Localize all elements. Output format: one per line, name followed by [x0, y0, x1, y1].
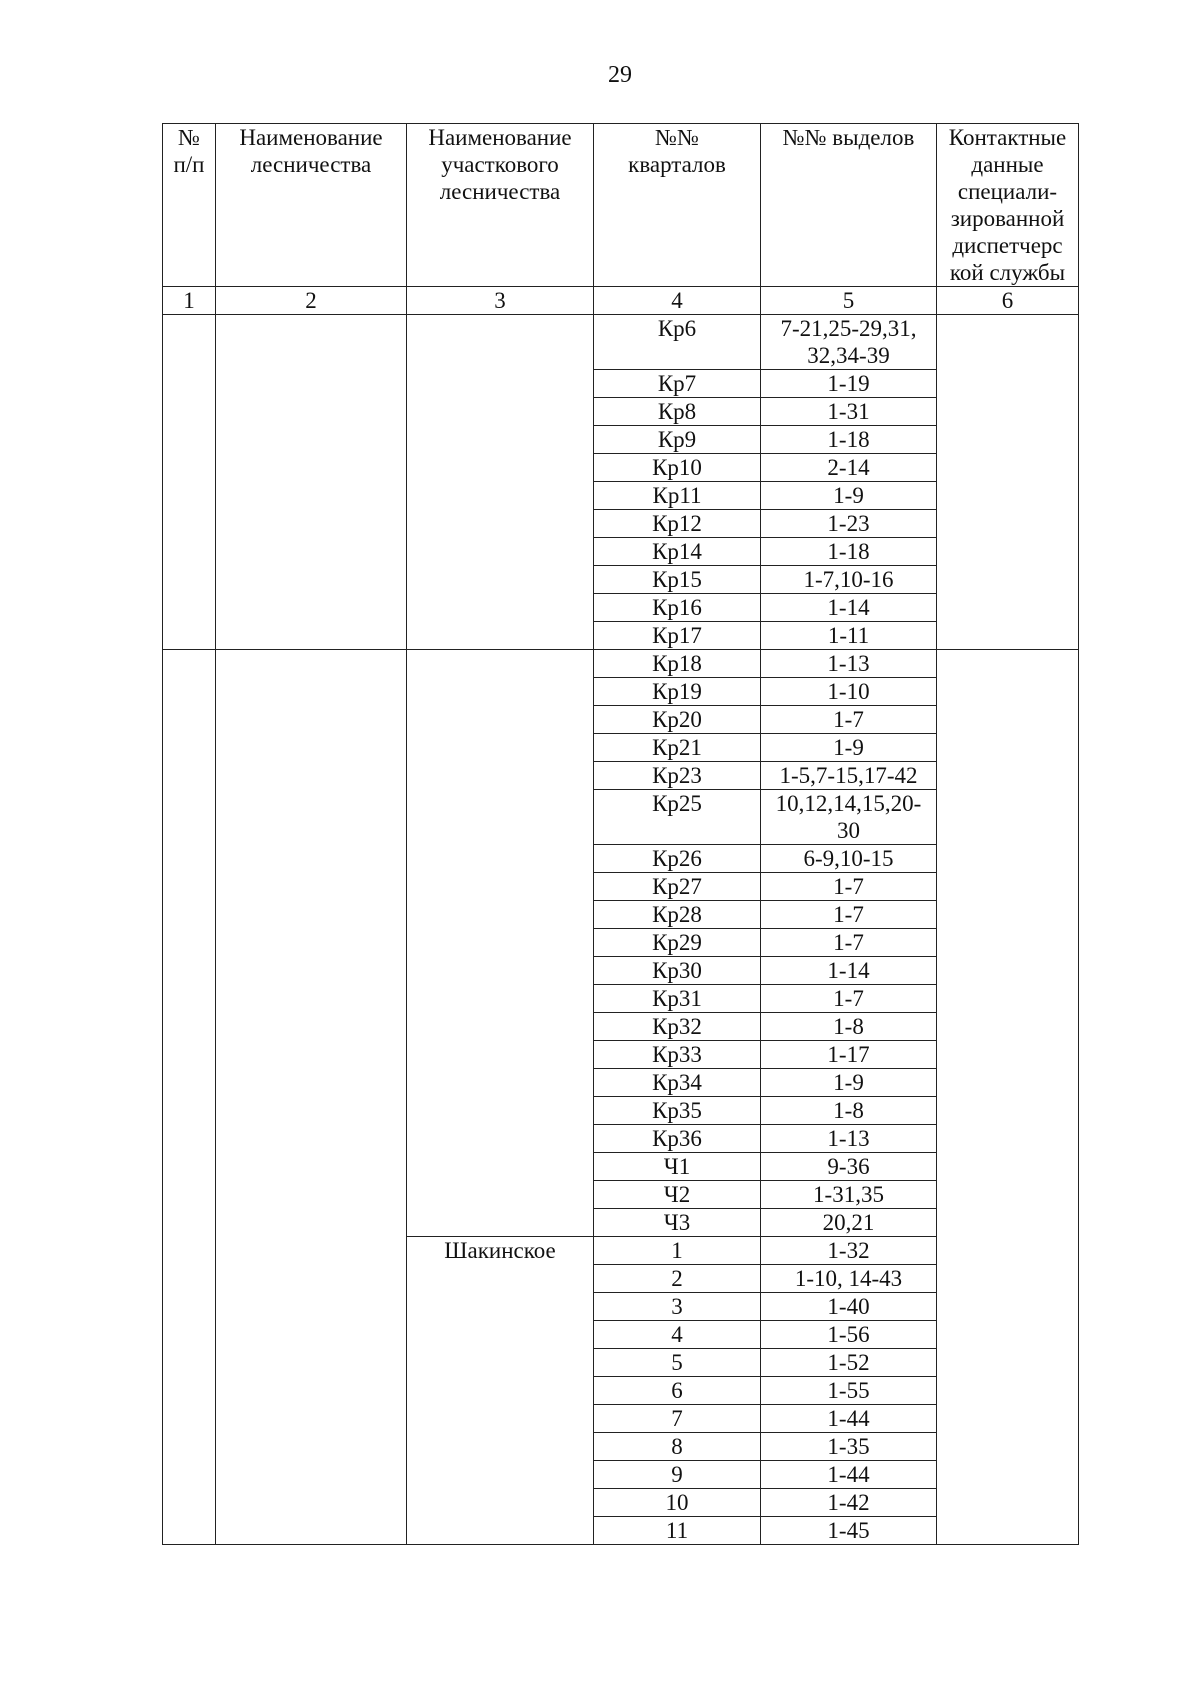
sections-line: 1-7 — [833, 986, 864, 1011]
column-number: 4 — [594, 287, 761, 315]
cell-quarter: 1 — [594, 1237, 761, 1265]
cell-quarter: 6 — [594, 1377, 761, 1405]
cell-contacts — [937, 650, 1079, 1545]
header-line: Наименование — [239, 125, 383, 150]
sections-line: 1-17 — [827, 1042, 870, 1067]
cell-quarter: 2 — [594, 1265, 761, 1293]
cell-sections — [761, 1237, 937, 1265]
cell-quarter: Кр15 — [594, 566, 761, 594]
cell-quarter: Кр36 — [594, 1125, 761, 1153]
cell-quarter: Кр33 — [594, 1041, 761, 1069]
cell-quarter: Кр28 — [594, 901, 761, 929]
sections-line: 1-9 — [833, 483, 864, 508]
header-line: диспетчерс — [952, 233, 1063, 258]
header-line: участкового — [441, 152, 559, 177]
cell-sections — [761, 1489, 937, 1517]
header-cell-forestry — [216, 124, 407, 287]
sections-line: 7-21,25-29,31, — [780, 316, 917, 341]
cell-sections — [761, 454, 937, 482]
cell-quarter: Кр27 — [594, 873, 761, 901]
header-line: №№ — [655, 125, 699, 150]
cell-quarter: 3 — [594, 1293, 761, 1321]
column-number: 1 — [163, 287, 216, 315]
cell-quarter: Кр6 — [594, 315, 761, 370]
table-body — [163, 124, 1079, 1545]
cell-sections — [761, 678, 937, 706]
sections-line: 1-7 — [833, 874, 864, 899]
header-line: №№ выделов — [782, 125, 915, 150]
table-row — [163, 315, 1079, 370]
cell-quarter: 5 — [594, 1349, 761, 1377]
sections-line: 1-13 — [827, 1126, 870, 1151]
sections-line: 6-9,10-15 — [803, 846, 894, 871]
column-number: 2 — [216, 287, 407, 315]
cell-number — [163, 650, 216, 1545]
cell-quarter: Кр20 — [594, 706, 761, 734]
sections-line: 1-42 — [827, 1490, 870, 1515]
sections-line: 1-40 — [827, 1294, 870, 1319]
header-line: данные — [971, 152, 1044, 177]
cell-sections — [761, 1405, 937, 1433]
sections-line: 1-9 — [833, 1070, 864, 1095]
cell-sections — [761, 1433, 937, 1461]
sections-line: 2-14 — [827, 455, 870, 480]
sections-line: 1-5,7-15,17-42 — [779, 763, 918, 788]
sections-line: 1-55 — [827, 1378, 870, 1403]
cell-sections — [761, 1153, 937, 1181]
sections-line: 1-56 — [827, 1322, 870, 1347]
sections-line: 1-45 — [827, 1518, 870, 1543]
cell-quarter: Кр30 — [594, 957, 761, 985]
sections-line: 1-10, 14-43 — [794, 1266, 903, 1291]
cell-quarter: Кр26 — [594, 845, 761, 873]
cell-quarter: Кр18 — [594, 650, 761, 678]
sections-line: 1-18 — [827, 427, 870, 452]
sections-line: 1-14 — [827, 595, 870, 620]
cell-sections — [761, 510, 937, 538]
header-line: зированной — [950, 206, 1065, 231]
cell-quarter: Кр35 — [594, 1097, 761, 1125]
cell-sections — [761, 1461, 937, 1489]
sections-line: 1-9 — [833, 735, 864, 760]
cell-quarter: 4 — [594, 1321, 761, 1349]
cell-sections — [761, 1293, 937, 1321]
cell-sections — [761, 1181, 937, 1209]
sections-line: 1-13 — [827, 651, 870, 676]
cell-quarter: 11 — [594, 1517, 761, 1545]
sections-line: 1-19 — [827, 371, 870, 396]
cell-sections — [761, 1013, 937, 1041]
header-line: специали- — [957, 179, 1058, 204]
column-number-row — [163, 287, 1079, 315]
cell-sections — [761, 1517, 937, 1545]
cell-sections — [761, 929, 937, 957]
sections-line: 1-32 — [827, 1238, 870, 1263]
sections-line: 20,21 — [822, 1210, 875, 1235]
cell-quarter: Кр31 — [594, 985, 761, 1013]
cell-sections — [761, 426, 937, 454]
cell-sections — [761, 1349, 937, 1377]
sections-line: 1-8 — [833, 1098, 864, 1123]
cell-forestry — [216, 650, 407, 1545]
cell-sections — [761, 873, 937, 901]
cell-sections — [761, 1097, 937, 1125]
cell-sections — [761, 957, 937, 985]
cell-quarter: Ч2 — [594, 1181, 761, 1209]
cell-quarter: Кр12 — [594, 510, 761, 538]
cell-sections — [761, 538, 937, 566]
header-cell-contacts — [937, 124, 1079, 287]
sections-line: 1-44 — [827, 1462, 870, 1487]
cell-quarter: 8 — [594, 1433, 761, 1461]
header-line: кой службы — [949, 260, 1066, 285]
sections-line: 1-7,10-16 — [803, 567, 894, 592]
sections-line: 1-44 — [827, 1406, 870, 1431]
cell-number — [163, 315, 216, 650]
sections-line: 1-31,35 — [813, 1182, 884, 1207]
cell-quarter: Кр17 — [594, 622, 761, 650]
cell-quarter: Кр8 — [594, 398, 761, 426]
header-line: Наименование — [428, 125, 572, 150]
header-row — [163, 124, 1079, 287]
cell-sections — [761, 762, 937, 790]
forest-quarters-table — [162, 123, 1079, 1545]
header-line: № — [178, 125, 200, 150]
sections-line: 1-7 — [833, 902, 864, 927]
cell-quarter: Кр9 — [594, 426, 761, 454]
cell-sections — [761, 845, 937, 873]
cell-quarter: Кр34 — [594, 1069, 761, 1097]
cell-sections — [761, 790, 937, 845]
cell-quarter: Кр19 — [594, 678, 761, 706]
cell-sections — [761, 1321, 937, 1349]
cell-quarter: Кр21 — [594, 734, 761, 762]
sections-line: 32,34-39 — [807, 343, 890, 368]
cell-sections — [761, 482, 937, 510]
sections-line: 10,12,14,15,20- — [775, 791, 922, 816]
cell-sections — [761, 566, 937, 594]
column-number: 5 — [761, 287, 937, 315]
cell-quarter: Кр32 — [594, 1013, 761, 1041]
header-line: лесничества — [250, 152, 372, 177]
district-forestry-name: Шакинское — [444, 1238, 556, 1263]
cell-sections — [761, 901, 937, 929]
cell-sections — [761, 1209, 937, 1237]
cell-quarter: Кр16 — [594, 594, 761, 622]
cell-sections — [761, 1041, 937, 1069]
sections-line: 1-18 — [827, 539, 870, 564]
header-cell-number — [163, 124, 216, 287]
cell-sections — [761, 706, 937, 734]
column-number: 3 — [407, 287, 594, 315]
cell-quarter: Ч1 — [594, 1153, 761, 1181]
cell-sections — [761, 1069, 937, 1097]
cell-district-forestry — [407, 650, 594, 1237]
cell-sections — [761, 622, 937, 650]
header-cell-quarters — [594, 124, 761, 287]
cell-quarter: Кр14 — [594, 538, 761, 566]
header-line: п/п — [173, 152, 205, 177]
column-number: 6 — [937, 287, 1079, 315]
header-line: Контактные — [948, 125, 1067, 150]
page-number: 29 — [608, 62, 632, 88]
cell-quarter: Кр25 — [594, 790, 761, 845]
cell-quarter: 10 — [594, 1489, 761, 1517]
cell-sections — [761, 594, 937, 622]
sections-line: 1-52 — [827, 1350, 870, 1375]
sections-line: 1-35 — [827, 1434, 870, 1459]
cell-sections — [761, 398, 937, 426]
cell-sections — [761, 1377, 937, 1405]
cell-quarter: 7 — [594, 1405, 761, 1433]
header-line: лесничества — [439, 179, 561, 204]
header-cell-sections — [761, 124, 937, 287]
sections-line: 1-23 — [827, 511, 870, 536]
sections-line: 1-7 — [833, 930, 864, 955]
cell-quarter: Кр11 — [594, 482, 761, 510]
cell-sections — [761, 985, 937, 1013]
header-cell-district-forestry — [407, 124, 594, 287]
cell-sections — [761, 650, 937, 678]
cell-sections — [761, 734, 937, 762]
cell-quarter: Кр29 — [594, 929, 761, 957]
cell-forestry — [216, 315, 407, 650]
cell-quarter: Кр7 — [594, 370, 761, 398]
cell-sections — [761, 1125, 937, 1153]
sections-line: 1-7 — [833, 707, 864, 732]
cell-district-forestry — [407, 315, 594, 650]
cell-district-forestry — [407, 1237, 594, 1545]
cell-quarter: Ч3 — [594, 1209, 761, 1237]
sections-line: 1-11 — [827, 623, 870, 648]
cell-contacts — [937, 315, 1079, 650]
sections-line: 1-8 — [833, 1014, 864, 1039]
cell-quarter: Кр23 — [594, 762, 761, 790]
sections-line: 9-36 — [827, 1154, 870, 1179]
table-row — [163, 650, 1079, 678]
sections-line: 1-14 — [827, 958, 870, 983]
cell-quarter: Кр10 — [594, 454, 761, 482]
cell-sections — [761, 1265, 937, 1293]
cell-sections — [761, 315, 937, 370]
header-line: кварталов — [628, 152, 726, 177]
sections-line: 30 — [837, 818, 860, 843]
cell-sections — [761, 370, 937, 398]
cell-quarter: 9 — [594, 1461, 761, 1489]
sections-line: 1-10 — [827, 679, 870, 704]
sections-line: 1-31 — [827, 399, 870, 424]
